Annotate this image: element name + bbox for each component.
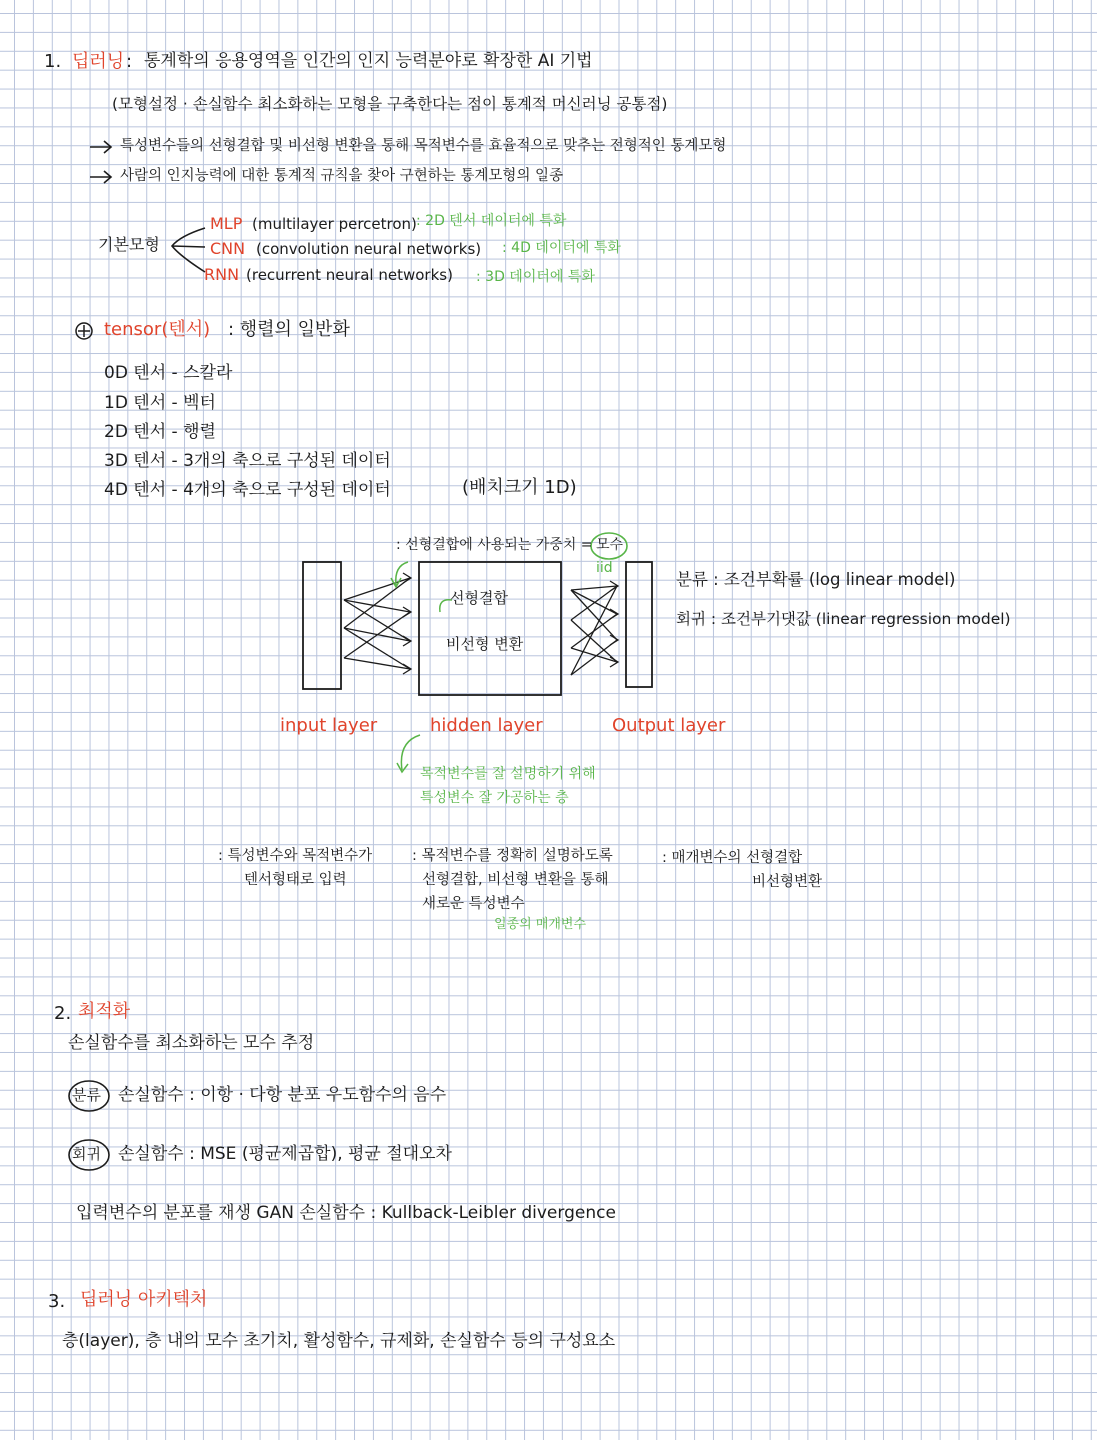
gan-loss: 입력변수의 분포를 재생 GAN 손실함수 : Kullback-Leibler divergence [76,1203,616,1223]
model-note-cnn: : 4D 데이터에 특화 [502,240,621,256]
arrow-note-2: 사람의 인지능력에 대한 통계적 규칙을 찾아 구현하는 통계모형의 일종 [120,168,564,184]
regression-tag: 회귀 [72,1145,101,1163]
regression-note: 회귀 : 조건부기댓값 (linear regression model) [676,610,1011,628]
brace-icon [172,228,205,272]
output-layer-box [626,562,652,687]
output-layer-label: Output layer [612,715,726,736]
section3-line1: 층(layer), 층 내의 모수 초기치, 활성함수, 규제화, 손실함수 등의 구성요소 [62,1331,616,1351]
section2-title: 최적화 [78,1001,131,1022]
model-desc-cnn: (convolution neural networks) [256,240,482,258]
tensor-item-3d: 3D 텐서 - 3개의 축으로 구성된 데이터 [104,451,391,471]
output-desc-2: 비선형변환 [752,874,823,890]
model-name-rnn: RNN [204,265,240,284]
regression-loss: 손실함수 : MSE (평균제곱합), 평균 절대오차 [118,1144,452,1164]
section2-line1: 손실함수를 최소화하는 모수 추정 [68,1033,315,1053]
tensor-definition: : 행렬의 일반화 [228,319,350,340]
model-note-mlp: : 2D 텐서 데이터에 특화 [416,213,567,229]
section1-title: 딥러닝 [72,51,125,72]
model-note-rnn: : 3D 데이터에 특화 [476,269,595,285]
section1-definition: 통계학의 응용영역을 인간의 인지 능력분야로 확장한 AI 기법 [144,51,593,71]
green-curved-arrow-icon-3 [401,735,420,770]
section1-number: 1. [44,51,62,72]
plus-circle-icon [76,323,92,339]
hidden-desc-3: 새로운 특성변수 [422,896,525,912]
hidden-desc-1: : 목적변수를 정확히 설명하도록 [412,848,613,864]
tensor-item-0d: 0D 텐서 - 스칼라 [104,363,233,383]
hidden-note-1: 목적변수를 잘 설명하기 위해 [420,766,596,782]
hidden-layer-label: hidden layer [430,715,543,736]
base-model-label: 기본모형 [98,235,160,254]
weight-circle-text: 모수 [596,537,624,553]
input-layer-label: input layer [280,715,378,736]
classification-tag: 분류 [72,1086,101,1104]
section2-number: 2. [54,1003,72,1024]
section1-separator: : [126,51,133,72]
hidden-line-1: 선형결합 [450,589,508,607]
iid-note: iid [596,560,613,576]
batch-note: (배치크기 1D) [462,477,577,498]
input-layer-box [303,562,341,689]
arrow-icon [90,141,111,183]
input-desc-1: : 특성변수와 목적변수가 [218,848,373,864]
hidden-layer-box [419,562,561,695]
classification-note: 분류 : 조건부확률 (log linear model) [676,570,956,589]
model-name-cnn: CNN [210,239,246,258]
section3-title: 딥러닝 아키텍처 [80,1289,208,1310]
section3-number: 3. [48,1291,66,1312]
input-desc-2: 텐서형태로 입력 [244,872,347,888]
classification-loss: 손실함수 : 이항 · 다항 분포 우도함수의 음수 [118,1085,447,1105]
hidden-line-2: 비선형 변환 [446,635,524,653]
arrow-note-1: 특성변수들의 선형결합 및 비선형 변환을 통해 목적변수를 효율적으로 맞추는 전형적인 통계모형 [120,138,727,154]
weight-note: : 선형결합에 사용되는 가중치 = [396,537,593,553]
hidden-desc-note: 일종의 매개변수 [494,917,587,932]
tensor-item-4d: 4D 텐서 - 4개의 축으로 구성된 데이터 [104,480,391,500]
input-to-hidden-arrows [344,573,411,674]
hidden-to-output-arrows [571,581,618,675]
hidden-desc-2: 선형결합, 비선형 변환을 통해 [422,872,609,888]
model-desc-mlp: (multilayer percetron) [252,215,417,233]
section1-paren-note: (모형설정 · 손실함수 최소화하는 모형을 구축한다는 점이 통계적 머신러닝 공통점) [112,95,668,113]
tensor-item-1d: 1D 텐서 - 벡터 [104,393,216,413]
model-desc-rnn: (recurrent neural networks) [246,266,453,284]
model-name-mlp: MLP [210,214,243,233]
hidden-note-2: 특성변수 잘 가공하는 층 [420,790,569,806]
tensor-item-2d: 2D 텐서 - 행렬 [104,422,216,442]
tensor-title: tensor(텐서) [104,319,211,340]
output-desc-1: : 매개변수의 선형결합 [662,850,803,866]
